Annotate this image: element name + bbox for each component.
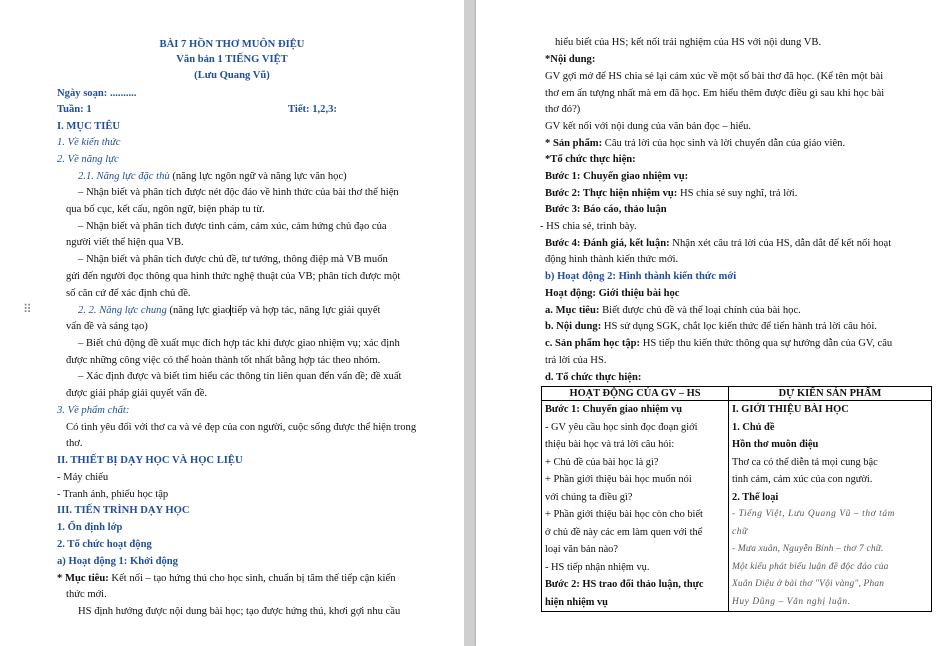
class-setup-heading: 1. Ổn định lớp <box>57 522 123 533</box>
page-gap <box>464 0 476 646</box>
product-label: * Sản phẩm: <box>545 138 603 149</box>
product-line <box>545 137 845 150</box>
table-cell-product <box>729 401 932 612</box>
table-header-product: DỰ KIẾN SẢN PHẨM <box>729 387 932 401</box>
paragraph-line: qua bố cục, kết cấu, ngôn ngữ, biện pháp tu từ. <box>66 204 265 215</box>
table-line: Hồn thơ muôn điệu <box>732 439 819 450</box>
general-competence-text-1: (năng lực giao <box>166 305 231 316</box>
product-label: c. Sản phẩm học tập: <box>545 338 641 349</box>
objective-text: Kết nối – tạo hứng thú cho học sinh, chuẩn bị tâm thế tiếp cận kiến <box>108 573 396 584</box>
table-line: - Tiếng Việt, Lưu Quang Vũ – thơ tám <box>732 509 896 519</box>
specific-competence-line <box>78 170 347 183</box>
table-header-activity: HOẠT ĐỘNG CỦA GV – HS <box>542 387 729 401</box>
step-4-text: Nhận xét câu trả lời của HS, dẫn dắt để kết nối hoạt <box>669 238 892 249</box>
general-competence-text-2: tiếp và hợp tác, năng lực giải quyết <box>231 305 381 316</box>
objective-line <box>57 572 396 585</box>
section-I-heading: I. MỤC TIÊU <box>57 121 121 132</box>
table-line: ở chủ đề này các em làm quen với thể <box>545 526 703 538</box>
objective-label: * Mục tiêu: <box>57 573 109 584</box>
lesson-subtitle: Văn bản 1 TIẾNG VIỆT <box>176 54 288 65</box>
table-line: - Mưa xuân, Nguyễn Bính – thơ 7 chữ. <box>732 544 884 554</box>
step-2-line <box>545 187 797 200</box>
table-line: I. GIỚI THIỆU BÀI HỌC <box>732 404 849 415</box>
date-line: Ngày soạn: .......... <box>57 88 137 99</box>
table-line: Thơ ca có thể diễn tả mọi cung bậc <box>732 456 878 468</box>
paragraph-line: HS định hướng được nội dung bài học; tạo được hứng thú, khơi gợi nhu cầu <box>78 606 401 617</box>
document-page-left <box>0 0 464 646</box>
table-line: - HS tiếp nhận nhiệm vụ. <box>545 561 650 573</box>
table-line: loại văn bản nào? <box>545 544 618 555</box>
paragraph-line: thơ em ấn tượng nhất mà em đã học. Em hiểu thêm được điều gì sau khi học bài <box>545 88 885 99</box>
knowledge-heading: 1. Về kiến thức <box>57 137 121 148</box>
content-label-line <box>545 53 595 66</box>
paragraph-line: được giải pháp giải quyết vấn đề. <box>66 388 208 399</box>
competence-heading: 2. Về năng lực <box>57 154 119 165</box>
objective-label: a. Mục tiêu: <box>545 305 600 316</box>
step-1-label: Bước 1: Chuyển giao nhiệm vụ: <box>545 171 689 182</box>
step-4-label: Bước 4: Đánh giá, kết luận: <box>545 238 670 249</box>
paragraph-line: hiểu biết của HS; kết nối trải nghiệm của HS với nội dung VB. <box>555 37 822 48</box>
list-item: - Tranh ảnh, phiếu học tập <box>57 489 169 500</box>
paragraph-line: thơ. <box>66 438 83 449</box>
table-cell-activity <box>542 401 729 612</box>
objective-line <box>545 304 801 317</box>
content-colon: : <box>591 54 596 65</box>
product-text: HS tiếp thu kiến thức thông qua sự hướng dẫn của GV, câu <box>640 338 893 349</box>
specific-competence-note: (năng lực ngôn ngữ và năng lực văn học) <box>169 171 347 182</box>
paragraph-line: gửi đến người đọc thông qua hình thức nghệ thuật của VB; phân tích được một <box>66 271 401 282</box>
quality-heading: 3. Về phẩm chất: <box>57 405 130 416</box>
product-text: Câu trả lời của học sinh và lời chuyển dẫn của giáo viên. <box>602 138 846 149</box>
activity-table <box>541 386 932 612</box>
table-line: 2. Thể loại <box>732 491 779 503</box>
objective-text: Biết được chủ đề và thể loại chính của bài học. <box>599 305 801 316</box>
period-label: Tiết: 1,2,3: <box>288 104 337 115</box>
lesson-title: BÀI 7 HỒN THƠ MUÔN ĐIỆU <box>159 39 305 50</box>
activities-heading: 2. Tổ chức hoạt động <box>57 539 152 550</box>
paragraph-line: động hình thành kiến thức mới. <box>545 254 679 265</box>
general-competence-heading: 2. 2. Năng lực chung <box>78 305 167 316</box>
activity-2-heading: b) Hoạt động 2: Hình thành kiến thức mới <box>545 271 737 282</box>
content-text: HS sử dụng SGK, chắt lọc kiến thức để tiến hành trả lời câu hỏi. <box>601 321 877 332</box>
table-line: Một kiểu phát biểu luận đề độc đáo của <box>732 561 889 572</box>
activity-1-heading: a) Hoạt động 1: Khởi động <box>57 556 178 567</box>
table-line: Xuân Diệu ở bài thơ "Vội vàng", Phan <box>732 579 885 589</box>
week-label: Tuần: 1 <box>57 104 92 115</box>
specific-competence-heading: 2.1. Năng lực đặc thù <box>78 171 170 182</box>
table-line: Bước 1: Chuyển giao nhiệm vụ <box>545 404 682 415</box>
paragraph-line: – Nhận biết và phân tích được chủ đề, tư tưởng, thông điệp mà VB muốn <box>78 254 388 265</box>
table-line: hiện nhiệm vụ <box>545 596 608 608</box>
table-line: 1. Chủ đề <box>732 421 775 433</box>
paragraph-line: GV kết nối với nội dung của văn bản đọc – hiểu. <box>545 121 752 132</box>
table-line: + Phần giới thiệu bài học muốn nói <box>545 474 692 485</box>
step-3-item: - HS chia sẻ, trình bày. <box>540 221 637 232</box>
step-2-text: HS chia sẻ suy nghĩ, trả lời. <box>677 188 798 199</box>
table-line: tình cảm, cảm xúc của con người. <box>732 474 873 485</box>
product-line <box>545 337 892 350</box>
table-line: thiệu bài học và trả lời câu hỏi: <box>545 439 675 450</box>
paragraph-line: Có tình yêu đối với thơ ca và vẻ đẹp của con người, cuộc sống được thể hiện trong <box>66 422 417 433</box>
paragraph-line: thức mới. <box>66 589 107 600</box>
paragraph-line: số căn cứ để xác định chủ đề. <box>66 288 191 299</box>
table-line: - GV yêu cầu học sinh đọc đoạn giới <box>545 421 698 433</box>
paragraph-line: người viết thể hiện qua VB. <box>66 237 184 248</box>
organize-label: d. Tổ chức thực hiện: <box>545 372 642 383</box>
content-label: b. Nội dung: <box>545 321 602 332</box>
general-competence-line <box>78 304 381 317</box>
paragraph-line: thơ đó?) <box>545 104 581 115</box>
table-line: Huy Dũng – Văn nghị luận. <box>732 596 851 607</box>
section-II-heading: II. THIẾT BỊ DẠY HỌC VÀ HỌC LIỆU <box>57 455 243 466</box>
step-2-label: Bước 2: Thực hiện nhiệm vụ: <box>545 188 678 199</box>
table-line: với chúng ta điều gì? <box>545 491 633 503</box>
paragraph-line: được những công việc có thể hoàn thành tốt nhất bằng hợp tác theo nhóm. <box>66 355 381 366</box>
lesson-author: (Lưu Quang Vũ) <box>194 70 270 81</box>
organize-label: *Tổ chức thực hiện: <box>545 154 636 165</box>
paragraph-line: – Nhận biết và phân tích được tình cảm, cảm xúc, cảm hứng chủ đạo của <box>78 221 387 232</box>
table-line: chữ <box>732 526 748 537</box>
list-item: - Máy chiếu <box>57 472 109 483</box>
paragraph-line: trả lời của HS. <box>545 355 607 366</box>
drag-handle-icon[interactable]: ⠿ <box>23 302 31 316</box>
table-line: + Chủ đề của bài học là gì? <box>545 456 659 468</box>
paragraph-line: GV gợi mở để HS chia sẻ lại cảm xúc về một số bài thơ đã học. (Kể tên một bài <box>545 71 884 82</box>
paragraph-line: vấn đề và sáng tạo) <box>66 321 148 332</box>
content-line <box>545 320 877 333</box>
step-4-line <box>545 237 891 250</box>
section-III-heading: III. TIẾN TRÌNH DẠY HỌC <box>57 505 190 516</box>
table-line: Bước 2: HS trao đổi thảo luận, thực <box>545 579 704 590</box>
step-3-label: Bước 3: Báo cáo, thảo luận <box>545 204 667 215</box>
table-line: + Phần giới thiệu bài học còn cho biết <box>545 509 703 520</box>
content-label: *Nội dung <box>545 54 592 65</box>
paragraph-line: – Xác định được và biết tìm hiểu các thông tin liên quan đến vấn đề; đề xuất <box>78 371 402 382</box>
paragraph-line: – Biết chủ động đề xuất mục đích hợp tác khi được giao nhiệm vụ; xác định <box>78 338 400 349</box>
paragraph-line: – Nhận biết và phân tích được nét độc đáo về hình thức của bài thơ thể hiện <box>78 187 399 198</box>
activity-label: Hoạt động: Giới thiệu bài học <box>545 288 680 299</box>
